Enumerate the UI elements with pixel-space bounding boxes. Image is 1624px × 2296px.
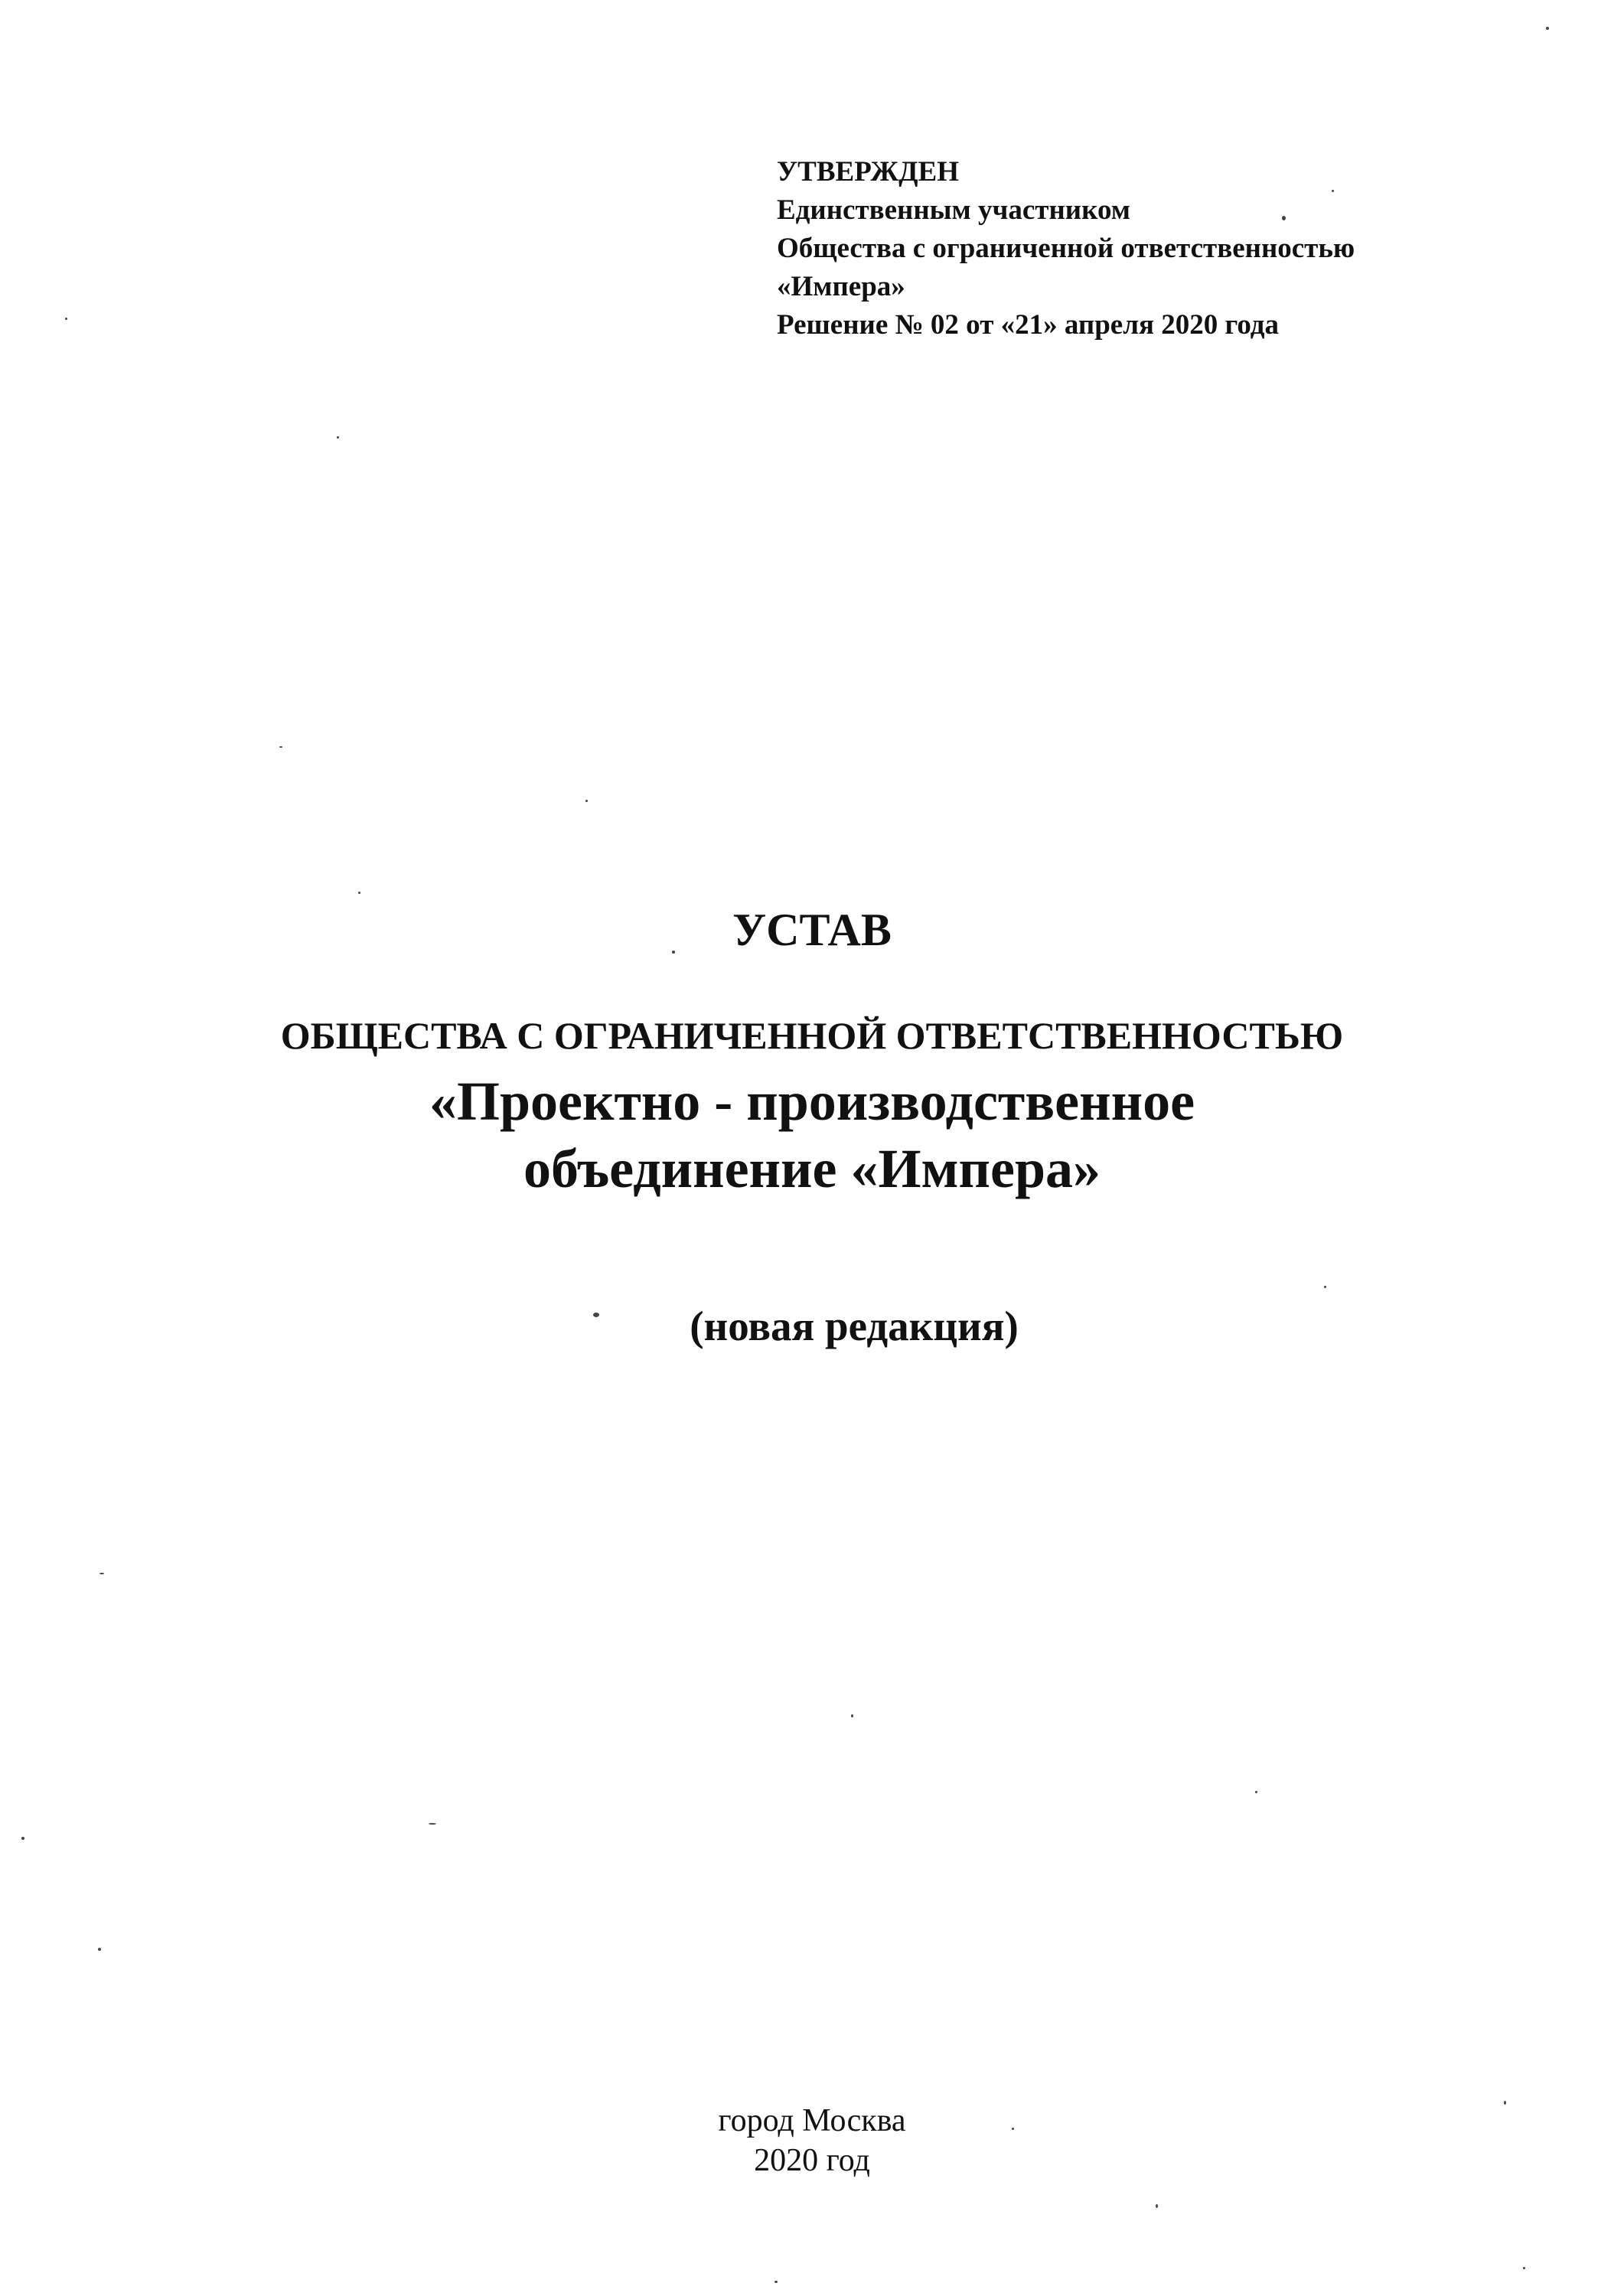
scan-speck [1282, 216, 1286, 220]
scan-speck [1546, 27, 1549, 30]
scan-speck [1523, 2267, 1525, 2269]
company-name [0, 1068, 1624, 1202]
scan-speck [1255, 1791, 1257, 1793]
scan-speck [358, 892, 360, 894]
scan-speck [337, 436, 339, 439]
footer-block [0, 2101, 1624, 2180]
scan-speck [672, 951, 675, 954]
scan-speck [279, 746, 282, 748]
scan-speck [65, 318, 67, 320]
scan-speck [21, 1837, 24, 1840]
footer-year: 2020 год [754, 2143, 870, 2178]
scan-speck [593, 1313, 599, 1317]
scan-speck [1504, 2101, 1506, 2105]
approval-approver: Единственным участником [777, 194, 1130, 226]
edition-note: (новая редакция) [690, 1303, 1019, 1349]
scan-speck [1156, 2204, 1158, 2208]
scan-speck [851, 1714, 853, 1717]
scan-speck [1324, 1286, 1326, 1288]
approval-block [777, 153, 1355, 344]
company-name-line-2: объединение «Импера» [523, 1138, 1101, 1199]
scan-speck [99, 1573, 104, 1574]
company-name-line-1: «Проектно - производственное [429, 1071, 1195, 1132]
approval-heading: УТВЕРЖДЕН [777, 156, 959, 188]
scan-speck [1012, 2128, 1014, 2130]
footer-city: город Москва [718, 2103, 906, 2138]
approval-organization-name: «Импера» [777, 271, 905, 302]
approval-organization: Общества с ограниченной ответственностью [777, 233, 1355, 264]
scan-speck [1332, 190, 1334, 192]
scan-speck [98, 1948, 101, 1951]
document-subtitle: ОБЩЕСТВА С ОГРАНИЧЕННОЙ ОТВЕТСТВЕННОСТЬЮ [280, 1014, 1344, 1057]
scan-speck [774, 2281, 778, 2283]
scan-speck [585, 800, 588, 802]
document-title: УСТАВ [732, 905, 892, 955]
approval-decision: Решение № 02 от «21» апреля 2020 года [777, 309, 1280, 341]
scan-speck [429, 1823, 436, 1825]
